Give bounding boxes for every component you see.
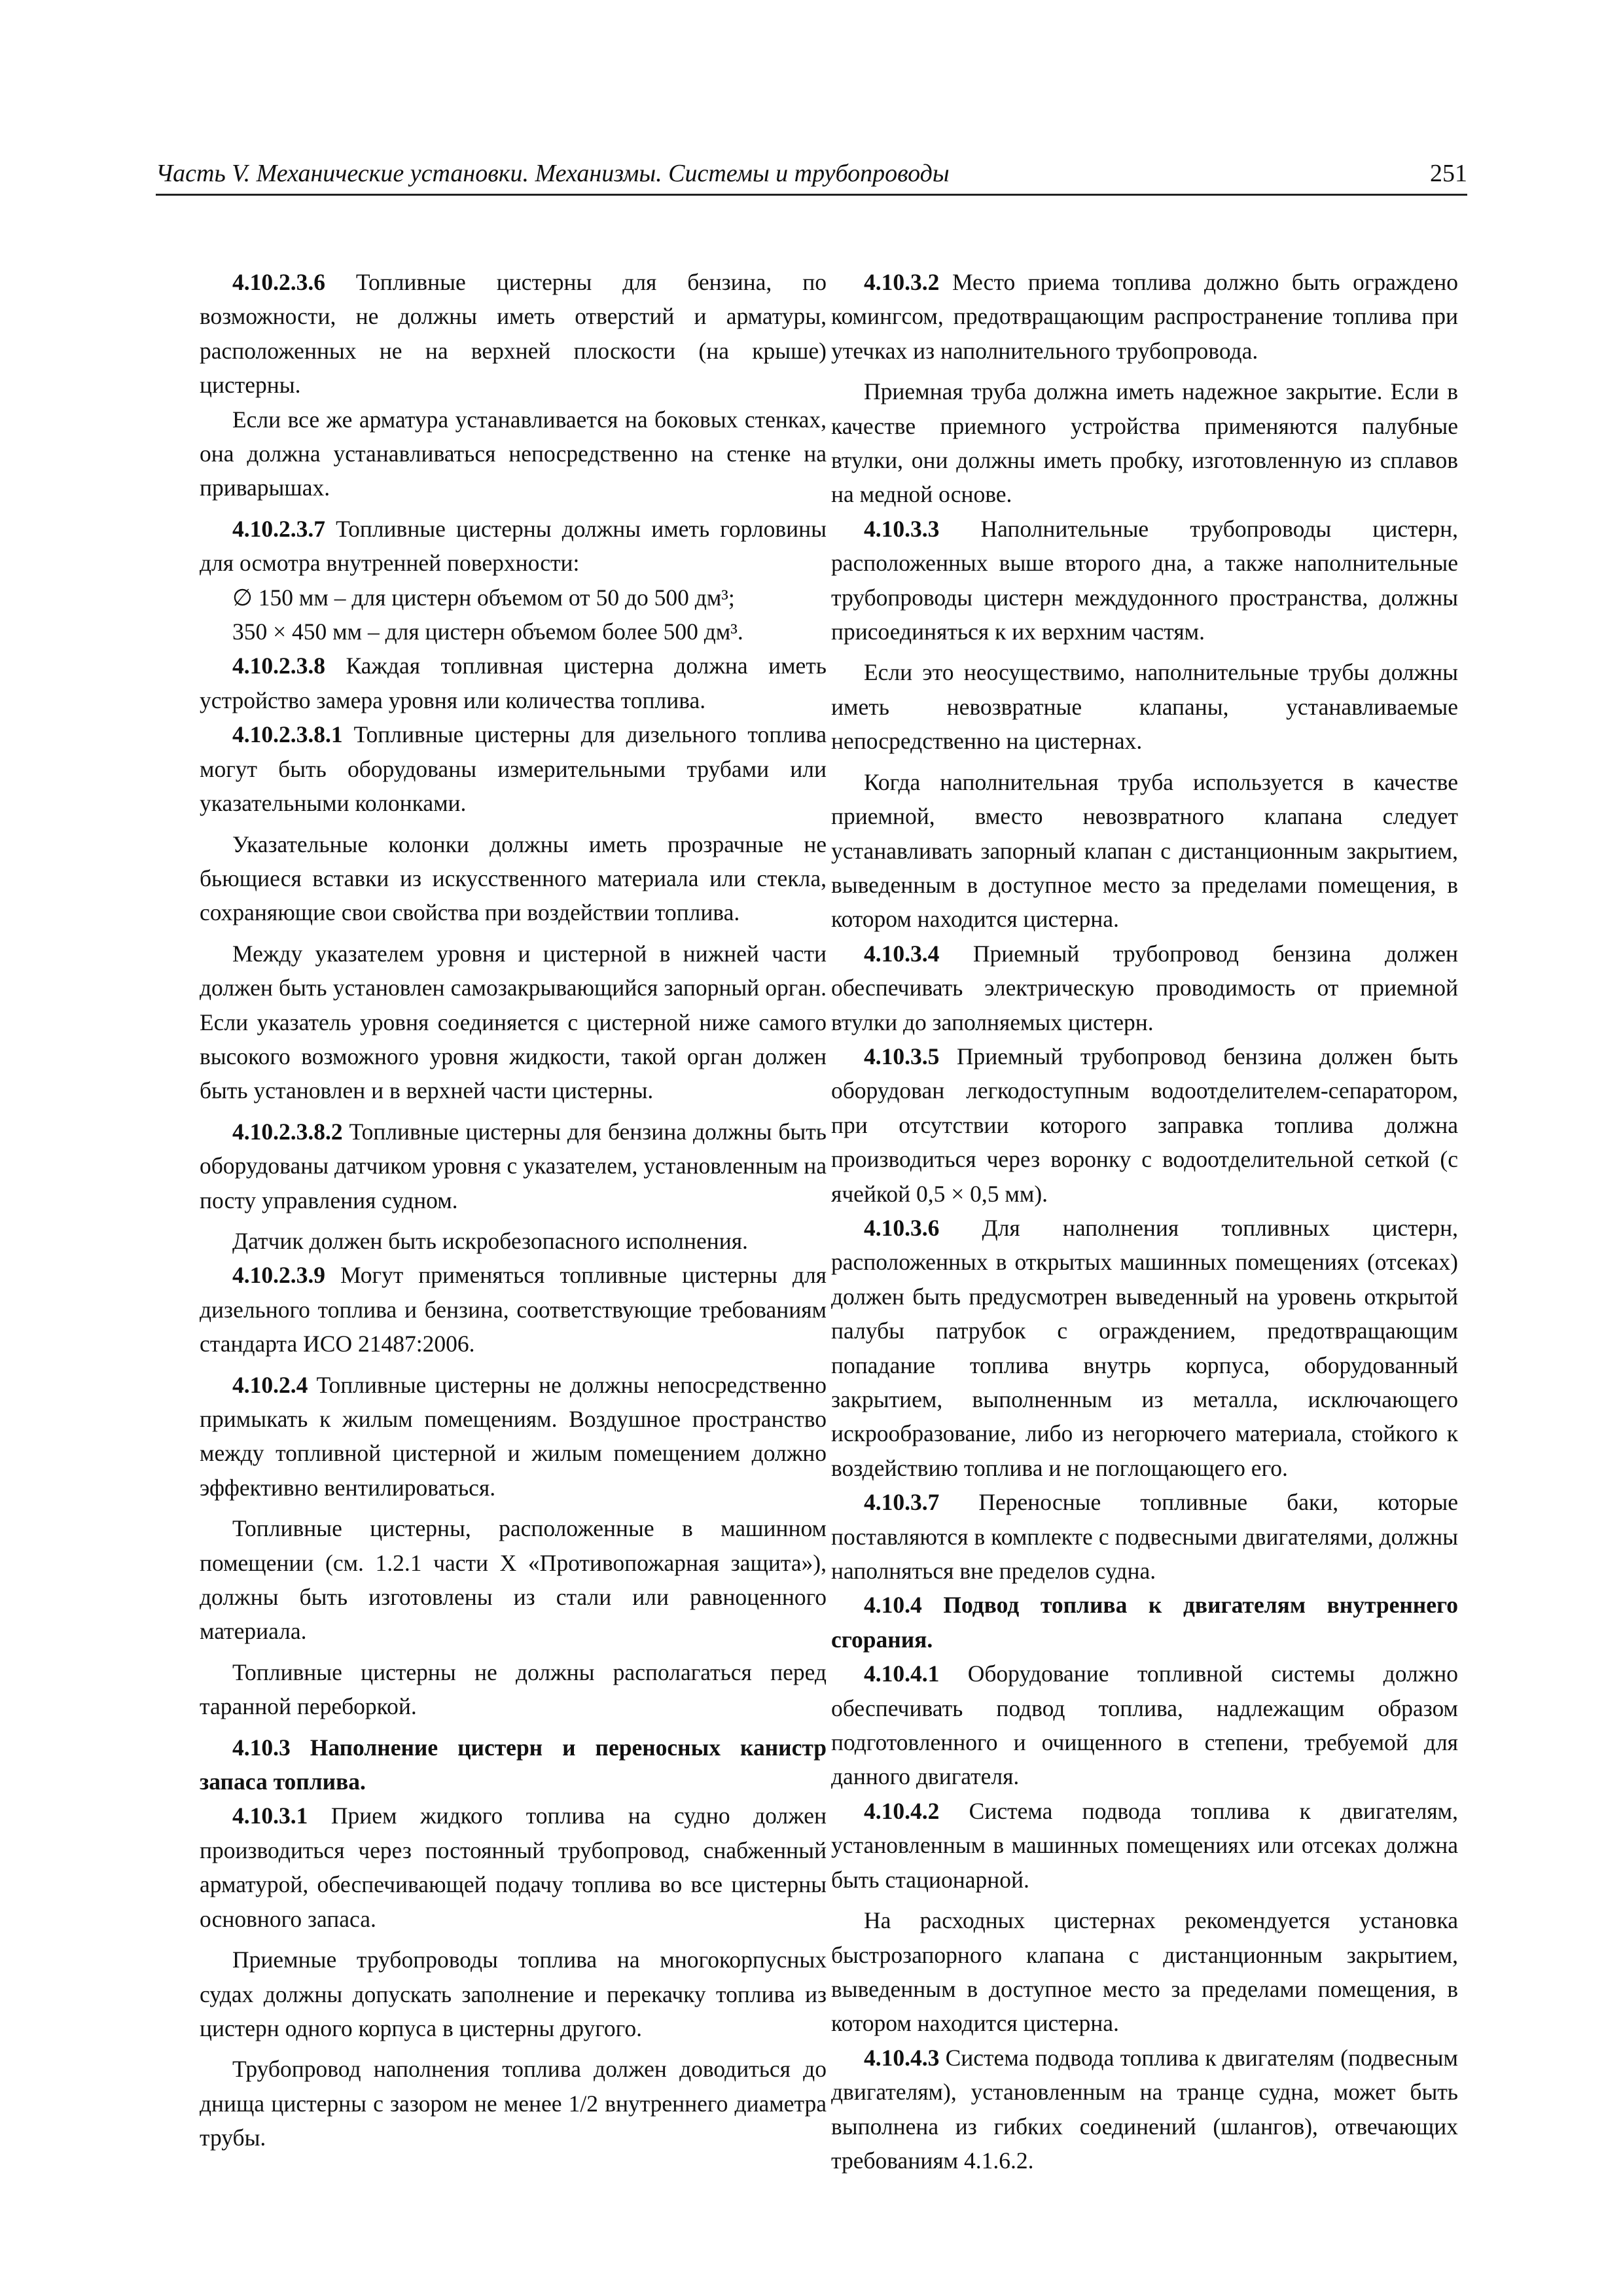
- dimension-line: 350 × 450 мм – для цистерн объемом более 500 дм³.: [232, 619, 743, 645]
- paragraph-text: Система подвода топлива к двигателям (подвесным двигателям), установленным на транце судна, может быть выполнена из гибких соединений (шлангов), отвечающих требованиям 4.1.6.2.: [831, 2044, 1458, 2174]
- paragraph-text: Каждая топливная цистерна должна иметь устройство замера уровня или количества топлива.: [200, 653, 827, 713]
- dimension-line: ∅ 150 мм – для цистерн объемом от 50 до 500 дм³;: [232, 584, 735, 611]
- paragraph: Указательные колонки должны иметь прозрачные не бьющиеся вставки из искусственного материала или стекла, сохраняющие свои свойства при воздействии топлива.: [200, 831, 827, 926]
- paragraph: [831, 2041, 1458, 2178]
- section-number: 4.10.4.1: [864, 1660, 940, 1687]
- paragraph-text: Топливные цистерны должны иметь горловины для осмотра внутренней поверхности:: [200, 515, 827, 577]
- paragraph-text: Топливные цистерны для бензина должны быть оборудованы датчиком уровня с указателем, установленным на посту управления судном.: [200, 1118, 827, 1213]
- section-number: 4.10.3.7: [864, 1489, 940, 1516]
- paragraph-text: Могут применяться топливные цистерны для дизельного топлива и бензина, соответствующие требованиям стандарта ИСО 21487:2006.: [200, 1262, 827, 1357]
- section-number: 4.10.2.4: [232, 1371, 308, 1398]
- paragraph: [831, 1211, 1458, 1485]
- section-number: 4.10.3: [232, 1734, 291, 1761]
- paragraph: [831, 1794, 1458, 1897]
- paragraph: Приемные трубопроводы топлива на многокорпусных судах должны допускать заполнение и перекачку топлива из цистерн одного корпуса в цистерны другого.: [200, 1946, 827, 2041]
- paragraph: [200, 1258, 827, 1361]
- paragraph-text: Система подвода топлива к двигателям, установленным в машинных помещениях или отсеках должна быть стационарной.: [831, 1797, 1458, 1893]
- paragraph: [200, 265, 827, 403]
- section-number: 4.10.2.3.8.1: [232, 721, 343, 748]
- section-number: 4.10.3.4: [864, 940, 940, 967]
- paragraph-text: Топливные цистерны не должны непосредственно примыкать к жилым помещениям. Воздушное пространство между топливной цистерной и жилым помещением должно эффективно вентилироваться.: [200, 1371, 827, 1501]
- paragraph: [200, 1115, 827, 1217]
- section-number: 4.10.2.3.9: [232, 1262, 325, 1289]
- paragraph: [200, 1799, 827, 1936]
- section-number: 4.10.2.3.8.2: [232, 1118, 343, 1145]
- paragraph-text: Переносные топливные баки, которые поставляются в комплекте с подвесными двигателями, должны наполняться вне пределов судна.: [831, 1489, 1458, 1585]
- section-number: 4.10.2.3.8: [232, 653, 325, 679]
- paragraph: [200, 512, 827, 581]
- left-column: [200, 265, 827, 2162]
- heading-text: Подвод топлива к двигателям внутреннего сгорания.: [831, 1592, 1458, 1653]
- paragraph: Если это неосуществимо, наполнительные трубы должны иметь невозвратные клапаны, устанавливаемые непосредственно на цистернах.: [831, 659, 1458, 755]
- paragraph: Приемная труба должна иметь надежное закрытие. Если в качестве приемного устройства применяются палубные втулки, они должны иметь пробку, изготовленную из сплавов на медной основе.: [831, 378, 1458, 508]
- paragraph: Датчик должен быть искробезопасного исполнения.: [232, 1227, 748, 1254]
- right-column: [831, 265, 1458, 2178]
- paragraph: Трубопровод наполнения топлива должен доводиться до днища цистерны с зазором не менее 1/2 внутреннего диаметра трубы.: [200, 2056, 827, 2151]
- paragraph: Когда наполнительная труба используется в качестве приемной, вместо невозвратного клапана следует устанавливать запорный клапан с дистанционным закрытием, выведенным в доступное место за пределами помещения, в котором находится цистерна.: [831, 768, 1458, 933]
- paragraph: [831, 937, 1458, 1039]
- paragraph-text: Прием жидкого топлива на судно должен производиться через постоянный трубопровод, снабженный арматурой, обеспечивающей подачу топлива во все цистерны основного запаса.: [200, 1803, 827, 1932]
- section-heading: [831, 1588, 1458, 1657]
- paragraph-text: Приемный трубопровод бензина должен обеспечивать электрическую проводимость от приемной втулки до заполняемых цистерн.: [831, 940, 1458, 1035]
- section-number: 4.10.3.1: [232, 1803, 308, 1829]
- paragraph-text: Оборудование топливной системы должно обеспечивать подвод топлива, надлежащим образом подготовленного и очищенного в степени, требуемой для данного двигателя.: [831, 1660, 1458, 1790]
- paragraph: Если все же арматура устанавливается на боковых стенках, она должна устанавливаться непосредственно на стенке на приварышах.: [200, 406, 827, 501]
- section-number: 4.10.4.3: [864, 2044, 940, 2071]
- paragraph-text: Приемный трубопровод бензина должен быть оборудован легкодоступным водоотделителем-сепаратором, при отсутствии которого заправка топлива должна производиться через воронку с водоотделительной сеткой (с ячейкой 0,5 × 0,5 мм).: [831, 1043, 1458, 1207]
- section-number: 4.10.4.2: [864, 1797, 940, 1824]
- paragraph: Топливные цистерны не должны располагаться перед таранной переборкой.: [200, 1659, 827, 1720]
- paragraph: [831, 512, 1458, 649]
- paragraph-text: Топливные цистерны для бензина, по возможности, не должны иметь отверстий и арматуры, расположенных не на верхней плоскости (на крыше) цистерны.: [200, 269, 827, 399]
- paragraph: [200, 649, 827, 717]
- page-number: 251: [1430, 160, 1467, 187]
- section-number: 4.10.2.3.6: [232, 269, 325, 295]
- section-number: 4.10.4: [864, 1592, 922, 1619]
- running-title: Часть V. Механические установки. Механизмы. Системы и трубопроводы: [156, 160, 950, 187]
- paragraph-text: Наполнительные трубопроводы цистерн, расположенных выше второго дна, а также наполнительные трубопроводы цистерн междудонного пространства, должны присоединяться к их верхним частям.: [831, 515, 1458, 645]
- paragraph: [831, 1485, 1458, 1588]
- paragraph: Между указателем уровня и цистерной в нижней части должен быть установлен самозакрывающийся запорный орган. Если указатель уровня соединяется с цистерной ниже самого высокого возможного уровня жидкости, такой орган должен быть установлен и в верхней части цистерны.: [200, 940, 827, 1104]
- paragraph: [200, 717, 827, 820]
- paragraph: [831, 265, 1458, 368]
- section-heading: [200, 1731, 827, 1799]
- section-number: 4.10.3.6: [864, 1214, 940, 1241]
- paragraph: Топливные цистерны, расположенные в машинном помещении (см. 1.2.1 части X «Противопожарная защита»), должны быть изготовлены из стали или равноценного материала.: [200, 1515, 827, 1645]
- paragraph: [200, 1368, 827, 1505]
- section-number: 4.10.2.3.7: [232, 515, 325, 542]
- section-number: 4.10.3.3: [864, 515, 940, 542]
- heading-text: Наполнение цистерн и переносных канистр запаса топлива.: [200, 1734, 827, 1795]
- running-header: [156, 157, 1467, 196]
- paragraph: [831, 1039, 1458, 1211]
- paragraph: На расходных цистернах рекомендуется установка быстрозапорного клапана с дистанционным закрытием, выведенным в доступное место за пределами помещения, в котором находится цистерна.: [831, 1907, 1458, 2037]
- paragraph: [831, 1657, 1458, 1794]
- paragraph-text: Для наполнения топливных цистерн, расположенных в открытых машинных помещениях (отсеках) должен быть предусмотрен выведенный на уровень открытой палубы патрубок с ограждением, предотвращающим попадание топлива внутрь корпуса, оборудованный закрытием, выполненным из металла, исключающего искрообразование, либо из негорючего материала, стойкого к воздействию топлива и не поглощающего его.: [831, 1214, 1458, 1481]
- section-number: 4.10.3.5: [864, 1043, 940, 1069]
- paragraph-text: Топливные цистерны для дизельного топлива могут быть оборудованы измерительными трубами или указательными колонками.: [200, 721, 827, 817]
- section-number: 4.10.3.2: [864, 269, 940, 295]
- paragraph-text: Место приема топлива должно быть ограждено комингсом, предотвращающим распространение топлива при утечках из наполнительного трубопровода.: [831, 269, 1458, 364]
